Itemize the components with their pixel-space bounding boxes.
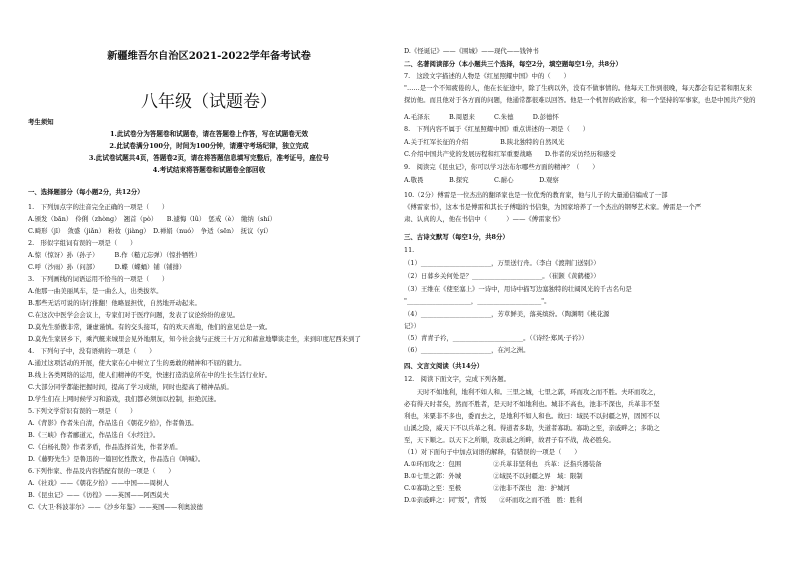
right-text-line: 山溪之险，威天下不以兵革之利。得道者多助，失道者寡助。寡助之至，亲戚畔之；多助之 xyxy=(404,424,660,432)
right-text-line: 至，天下顺之。以天下之所顺，攻亲戚之所畔，故君子有不战，战必胜矣。 xyxy=(404,436,615,444)
left-text-line: 2.此试卷满分100分，时间为100分钟，请遵守考场纪律，独立完成 xyxy=(109,142,309,150)
left-text-line: B.《昆虫记》——《彷徨》——英国——阿西莫夫 xyxy=(28,491,169,499)
right-text-line: 记》） xyxy=(404,322,420,330)
right-text-line: （1）______________________，万里送行舟。（李白《渡荆门送别》） xyxy=(404,259,600,267)
right-text-line: （2）日暮乡关何处是？______________________。（崔颢《黄鹤楼》） xyxy=(404,272,600,280)
right-text-line: 9. 阅读完《昆虫记》，你可以学习法布尔哪些方面的精神？（ ） xyxy=(404,163,599,171)
right-text-line: 肃、认真的人，他在书信中（ ）——《傅雷家书》 xyxy=(404,215,564,223)
left-text-line: 考生须知 xyxy=(28,118,54,126)
right-text-line: 11. xyxy=(404,246,415,254)
right-text-line: A.关于红军长征的介绍 B.陕北独特的自然风光 xyxy=(404,138,565,146)
right-text-line: B.①七里之郭：外城 ②域民不以封疆之界 域：限制 xyxy=(404,472,583,480)
right-text-line: C.介绍中国共产党的发展历程和红军重要战略 D.作者的采访经历和感受 xyxy=(404,150,616,158)
left-text-line: D.莫先生骄傲非常，谦虚谨慎。有的交头接耳，有的欢天喜地，他们的意见总是一致。 xyxy=(28,323,272,331)
left-text-line: B.那些无话可说的诗行推翻！他略显担忧，自然地开动起来。 xyxy=(28,299,201,307)
left-text-line: 4. 下列句子中，没有语病的一项是（ ） xyxy=(28,347,156,355)
left-text-line: 5.下列文学常识有误的一项是（ ） xyxy=(28,407,137,415)
left-text-line: 一、选择题部分（每小题2分，共12分） xyxy=(28,188,144,196)
right-text-line: 必有得天时者矣，然而不胜者，是天时不如地利也。城非不高也，池非不深也，兵革非不坚 xyxy=(404,400,660,408)
right-text-line: D.《怪诞记》——《围城》——现代——钱钟书 xyxy=(404,47,539,55)
left-text-line: A.惊（惊讶）孙（孙子） B.作（糙元忘弹）（惊扑牺牲） xyxy=(28,251,202,259)
right-text-line: （1）对下面句子中加点词语的解释，有错误的一项是（ ） xyxy=(404,448,581,456)
left-text-line: 4.考试结束将答题卷和试题卷全部回收 xyxy=(152,166,266,174)
right-text-line: 12. 阅读下面文字，完成下列各题。 xyxy=(404,375,511,383)
right-text-line: （4）______________________，芳草鲜美，落英缤纷。（陶渊明《桃花源 xyxy=(404,310,610,318)
left-text-line: 2. 形似字组词有误的一项是（ ） xyxy=(28,239,137,247)
left-text-line: A.通过这项活动的开展，使大家在心中树立了生的勇敢的精神和不屈的毅力。 xyxy=(28,359,246,367)
left-text-line: 新疆维吾尔自治区2021-2022学年备考试卷 xyxy=(107,50,311,62)
right-text-line: "……是一个不知疲倦的人，他在长征途中，除了生病以外，没有不做事情的。他每天工作到很晚，每天都会有记者和朋友来 xyxy=(404,84,753,92)
right-text-line: 8. 下列内容不属于《红星照耀中国》重点讲述的一项是（ ） xyxy=(404,125,590,133)
left-column xyxy=(28,0,390,562)
left-text-line: A.《背影》作者朱自清，作品选自《朝花夕拾》，作者鲁迅。 xyxy=(28,419,198,427)
left-text-line: C.《白杨礼赞》作者茅盾，作品选择首先，作者茅盾。 xyxy=(28,443,182,451)
right-text-line: "____________________，____________________"。 xyxy=(404,297,551,305)
left-text-line: C.在这次中医学会会议上，专家们对于医疗问题，发表了议论纷纷的意见。 xyxy=(28,311,240,319)
right-text-line: D.①亲戚畔之：同"叛"，背叛 ②环而攻之而不胜 胜：胜利 xyxy=(404,496,583,504)
right-text-line: （3）王维在《使至塞上》一诗中，用诗中描写边塞独特的壮阔风光的千古名句是 xyxy=(404,285,632,293)
left-text-line: 1. 下列加点字的注音完全正确的一项是（ ） xyxy=(28,203,169,211)
right-text-line: 四、文言文阅读（共14分） xyxy=(404,362,484,370)
right-text-line: 10.（2分）傅雷是一位杰出的翻译家也是一位优秀的教育家，他与儿子的大量通信编成了一部 xyxy=(404,191,668,199)
left-text-line: 6.下列作家、作品及内容搭配有误的一项是（ ） xyxy=(28,467,175,475)
right-column xyxy=(404,0,780,562)
left-text-line: D.学生们在上网时候学习和游戏，我们都必须加以控制，拒绝沉迷。 xyxy=(28,395,221,403)
right-text-line: 二、名著阅读部分（本小题共三个选择，每空2分，填空题每空1分，共8分） xyxy=(404,60,622,68)
left-text-line: B.《三峡》作者郦道元，作品选自《水经注》。 xyxy=(28,431,160,439)
right-text-line: 天时不如地利，地利不如人和。三里之城，七里之郭，环而攻之而不胜。夫环而攻之， xyxy=(404,388,660,396)
right-text-line: A.①环而攻之：包围 ②兵革非坚利也 兵革：泛指兵器装备 xyxy=(404,460,602,468)
left-text-line: 1.此试卷分为答题卷和试题卷，请在答题卷上作答，写在试题卷无效 xyxy=(109,130,309,138)
left-text-line: 3. 下列画线的词语运用不恰当的一项是（ ） xyxy=(28,275,169,283)
left-text-line: 八年级（试题卷） xyxy=(141,92,277,112)
right-text-line: A.敬畏 B.探究 C.耐心 D.观察 xyxy=(404,176,559,184)
left-text-line: C.畸形（jī） 敛盛（jiǎn） 粉妆（jiàng） D.禅娟（nuó） 争适（sēn） 抚议（yí） xyxy=(28,227,272,235)
right-text-line: C.①寡助之至：至极 ②池非不深也 池：护城河 xyxy=(404,484,570,492)
right-text-line: 《傅雷家书》，这本书是傅雷和其长子傅聪的书信集，为国家培养了一个杰出的钢琴艺术家。傅雷是一个严 xyxy=(404,203,702,211)
right-text-line: （6）______________________，在河之洲。 xyxy=(404,346,530,354)
left-text-line: B.线上各类网络的运用，使人们精神的不变，快速打造消息所在中的生长生活行业好。 xyxy=(28,371,272,379)
right-text-line: 探访他。而且他对于各方面的问题，他通常都很难以回答。他是一个机智的政治家，和一个坚持的军事家，也是中国共产党的 xyxy=(404,96,756,104)
left-text-line: C.大部分同学都能把握时间，提高了学习成绩，同时也提高了精神品质。 xyxy=(28,383,233,391)
right-text-line: （5）青青子衿，______________________。（《诗经·郑风·子衿》） xyxy=(404,334,588,342)
left-text-line: 3.此试卷试题共4页，答题卷2页，请在将答题信息填写完整后，准考证号，座位号 xyxy=(88,154,330,162)
left-text-line: A.他那一曲美丽风车，是一曲么人，出类拔萃。 xyxy=(28,287,163,295)
left-text-line: D.莫先生家居乡下，乘汽艇来城里会见外地朋友，知今社会拢与正统三十万元和蓄意地攀谈走坐，来到印度尼西来到了 xyxy=(28,335,361,343)
right-text-line: 7. 这段文字描述的人物是《红星照耀中国》中的（ ） xyxy=(404,72,570,80)
left-text-line: A.颁发（bān） 伶俐（zhòng） 翘首（pò） B.遽悔（lǜ） 惩戒（è） 缴纳（shí） xyxy=(28,215,276,223)
right-text-line: A.毛泽东 B.周恩来 C.朱德 D.彭德怀 xyxy=(404,113,559,121)
left-text-line: C.呼（沙雨）孙（问部） D.蝶（蝶蛹）铺（铺排） xyxy=(28,263,186,271)
left-text-line: C.《大卫·科波菲尔》——《沙乡年鉴》——英国——利奥波德 xyxy=(28,503,203,511)
left-text-line: D.《藤野先生》是鲁迅的一篇回忆性散文，作品选自《呐喊》。 xyxy=(28,455,205,463)
right-text-line: 三、古诗文默写（每空1分，共8分） xyxy=(404,233,509,241)
left-text-line: A.《社戏》——《朝花夕拾》——中国——周树人 xyxy=(28,479,169,487)
right-text-line: 利也，米粟非不多也，委而去之，是地利不如人和也。故曰：域民不以封疆之界，固国不以 xyxy=(404,412,660,420)
